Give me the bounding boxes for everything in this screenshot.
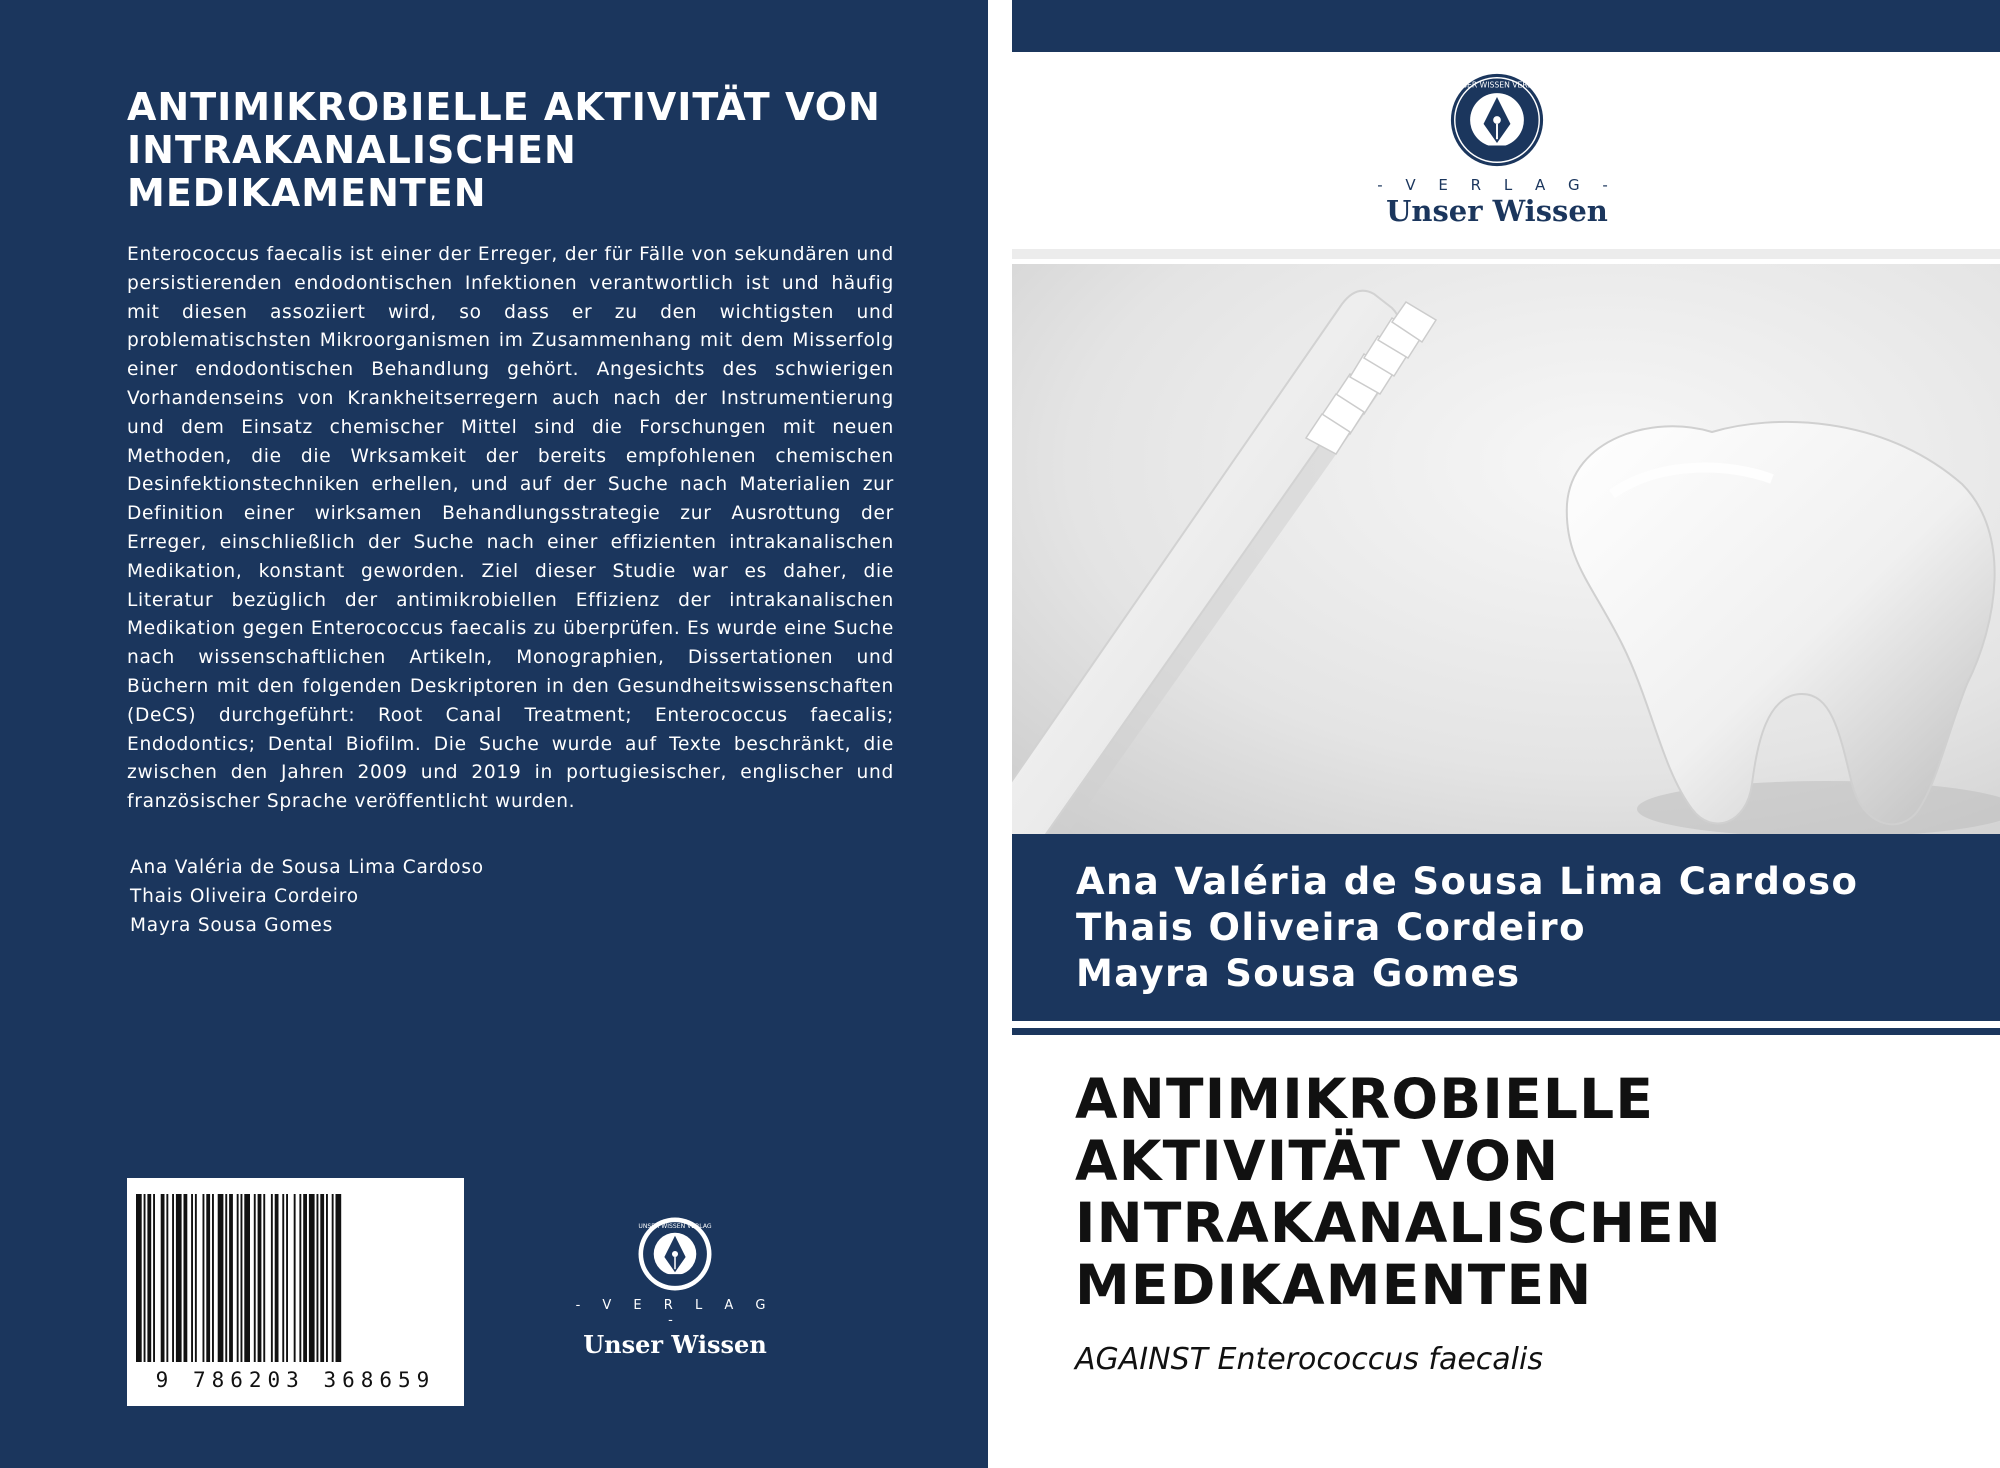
toothbrush-and-tooth-illustration xyxy=(1012,264,2000,834)
barcode-bar xyxy=(317,1194,319,1362)
barcode-bar xyxy=(144,1194,146,1362)
barcode-bar xyxy=(153,1194,155,1362)
front-cover-author-list xyxy=(1076,859,1858,997)
barcode-bar xyxy=(237,1194,239,1362)
back-author-3: Mayra Sousa Gomes xyxy=(130,915,334,936)
barcode-bar xyxy=(229,1194,233,1362)
back-cover-abstract: Enterococcus faecalis ist einer der Erreger, der für Fälle von sekundären und persistierenden endodontischen Infektionen verantwortlich ist und häufig mit diesen assoziiert wird, so dass er zu den wichtigsten und problematischsten Mikroorganismen im Zusammenhang mit dem Misserfolg einer endodontischen Behandlung gehört. Angesichts des schwierigen Vorhandenseins von Krankheitserregern auch nach der Instrumentierung und dem Einsatz chemischer Mittel sind die Forschungen mit neuen Methoden, die die Wrksamkeit der bereits empfohlenen chemischen Desinfektionstechniken erhellen, und auf der Suche nach Materialien zur Definition einer wirksamen Behandlungsstrategie zur Ausrottung der Erreger, einschließlich der Suche nach einer effizienten intrakanalischen Medikation, konstant geworden. Ziel dieser Studie war es daher, die Literatur bezüglich der antimikrobiellen Effizienz der intrakanalischen Medikation gegen Enterococcus faecalis zu überprüfen. Es wurde eine Suche nach wissenschaftlichen Artikeln, Monographien, Dissertationen und Büchern mit den folgenden Deskriptoren in den Gesundheitswissenschaften (DeCS) durchgeführt: Root Canal Treatment; Enterococcus faecalis; Endodontics; Dental Biofilm. Die Suche wurde auf Texte beschränkt, die zwischen den Jahren 2009 und 2019 in portugiesischer, englischer und französischer Sprache veröffentlicht wurden. xyxy=(127,244,894,813)
front-publisher-logo xyxy=(1347,72,1647,228)
barcode-bar xyxy=(309,1194,315,1362)
barcode-bar xyxy=(282,1194,284,1362)
front-author-2: Thais Oliveira Cordeiro xyxy=(1076,906,1586,949)
divider-rule-2 xyxy=(1012,1028,2000,1035)
front-author-band xyxy=(1012,834,2000,1021)
back-logo-brand: Unser Wissen xyxy=(583,1330,767,1359)
back-cover-author-list xyxy=(130,853,730,940)
barcode-bar xyxy=(191,1194,193,1362)
barcode-bar xyxy=(195,1194,197,1362)
barcode-bar xyxy=(161,1194,165,1362)
front-cover-subtitle: AGAINST Enterococcus faecalis xyxy=(1075,1342,1543,1377)
back-author-2: Thais Oliveira Cordeiro xyxy=(130,886,359,907)
barcode-bar xyxy=(258,1194,262,1362)
back-author-1: Ana Valéria de Sousa Lima Cardoso xyxy=(130,857,484,878)
barcode-bar xyxy=(136,1194,142,1362)
barcode-bar xyxy=(147,1194,151,1362)
barcode-bar xyxy=(254,1194,256,1362)
barcode-bar xyxy=(299,1194,301,1362)
back-seal-text: UNSER WISSEN VERLAG xyxy=(638,1223,712,1231)
barcode-bar xyxy=(332,1194,334,1362)
barcode-bar xyxy=(176,1194,182,1362)
pen-nib-seal-icon xyxy=(637,1216,713,1292)
barcode-bar xyxy=(184,1194,188,1362)
barcode-bar xyxy=(294,1194,296,1362)
front-author-1: Ana Valéria de Sousa Lima Cardoso xyxy=(1076,860,1859,903)
front-logo-verlag: - V E R L A G - xyxy=(1377,176,1617,194)
barcode-bar xyxy=(206,1194,210,1362)
barcode-bar xyxy=(225,1194,227,1362)
barcode-bar xyxy=(336,1194,342,1362)
barcode-bar xyxy=(203,1194,205,1362)
barcode-bar xyxy=(244,1194,250,1362)
barcode-bar xyxy=(166,1194,168,1362)
barcode-bar xyxy=(275,1194,279,1362)
front-top-band xyxy=(1012,0,2000,52)
barcode-bar xyxy=(326,1194,328,1362)
barcode-bar xyxy=(286,1194,288,1362)
barcode-bars-icon xyxy=(136,1194,455,1362)
barcode-bar xyxy=(271,1194,273,1362)
back-publisher-logo xyxy=(575,1216,775,1359)
front-seal-text: UNSER WISSEN VERLAG xyxy=(1450,80,1544,90)
barcode-number: 9 786203 368659 xyxy=(155,1368,436,1392)
front-cover-title: ANTIMIKROBIELLE AKTIVITÄT VON INTRAKANALISCHEN MEDIKAMENTEN xyxy=(1075,1067,1723,1317)
front-author-3: Mayra Sousa Gomes xyxy=(1076,952,1521,995)
cover-photo xyxy=(1012,264,2000,834)
divider-rule xyxy=(1012,249,2000,259)
spine-gap xyxy=(988,0,1012,1468)
barcode-bar xyxy=(212,1194,214,1362)
back-cover-title: ANTIMIKROBIELLE AKTIVITÄT VON INTRAKANALISCHEN MEDIKAMENTEN xyxy=(127,85,881,215)
barcode-bar xyxy=(172,1194,174,1362)
back-logo-verlag: - V E R L A G - xyxy=(575,1298,775,1328)
front-logo-brand: Unser Wissen xyxy=(1386,194,1608,228)
barcode-bar xyxy=(241,1194,243,1362)
barcode-bar xyxy=(263,1194,265,1362)
pen-nib-seal-icon xyxy=(1449,72,1545,168)
isbn-barcode xyxy=(127,1178,464,1406)
barcode-bar xyxy=(218,1194,224,1362)
barcode-bar xyxy=(320,1194,324,1362)
barcode-bar xyxy=(303,1194,307,1362)
